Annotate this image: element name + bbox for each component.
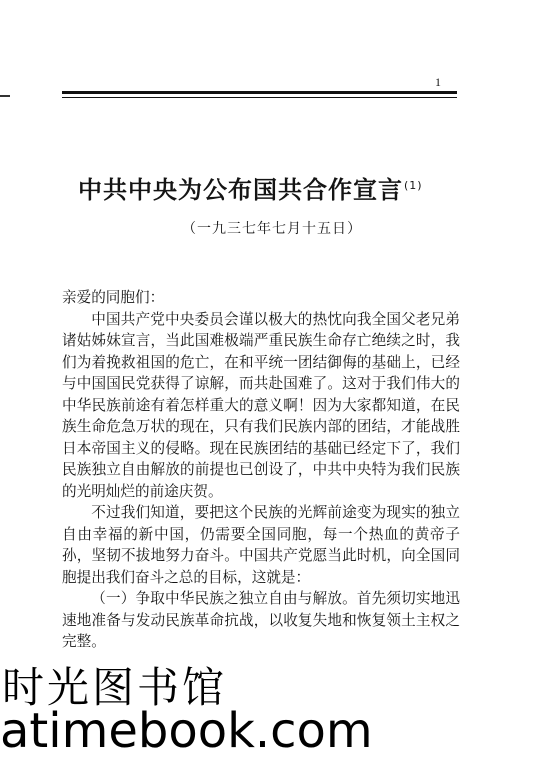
watermark-name: 时光图书馆 xyxy=(2,663,228,712)
salutation: 亲爱的同胞们： xyxy=(62,289,165,306)
document-body xyxy=(62,287,460,653)
watermark-url: atimebook.com xyxy=(0,703,373,759)
header-rule-thick xyxy=(62,91,457,94)
document-date: （一九三七年七月十五日） xyxy=(182,221,362,237)
binding-mark xyxy=(0,95,10,97)
paragraph: （一）争取中华民族之独立自由与解放。首先须切实地迅速地准备与发动民族革命抗战，以收复失地和恢复领土主权之完整。 xyxy=(62,590,460,650)
title-footnote-marker: (1) xyxy=(404,179,423,192)
header-rule-thin xyxy=(62,97,457,98)
paragraph: 中国共产党中央委员会谨以极大的热忱向我全国父老兄弟诸姑姊妹宣言，当此国难极端严重民族生命存亡绝续之时，我们为着挽救祖国的危亡，在和平统一团结御侮的基础上，已经与中国国民党获得了谅解，而共赴国难了。这对于我们伟大的中华民族前途有着怎样重大的意义啊！因为大家都知道，在民族生命危急万状的现在，只有我们民族内部的团结，才能战胜日本帝国主义的侵略。现在民族团结的基础已经定下了，我们民族独立自由解放的前提也已创设了，中共中央特为我们民族的光明灿烂的前途庆贺。 xyxy=(62,310,460,500)
page-number: 1 xyxy=(435,75,441,89)
paragraph: 不过我们知道，要把这个民族的光辉前途变为现实的独立自由幸福的新中国，仍需要全国同胞，每一个热血的黄帝子孙，坚韧不拔地努力奋斗。中国共产党愿当此时机，向全国同胞提出我们奋斗之总的目标，这就是： xyxy=(62,504,460,586)
document-title xyxy=(78,170,423,205)
title-text: 中共中央为公布国共合作宣言 xyxy=(78,176,403,204)
